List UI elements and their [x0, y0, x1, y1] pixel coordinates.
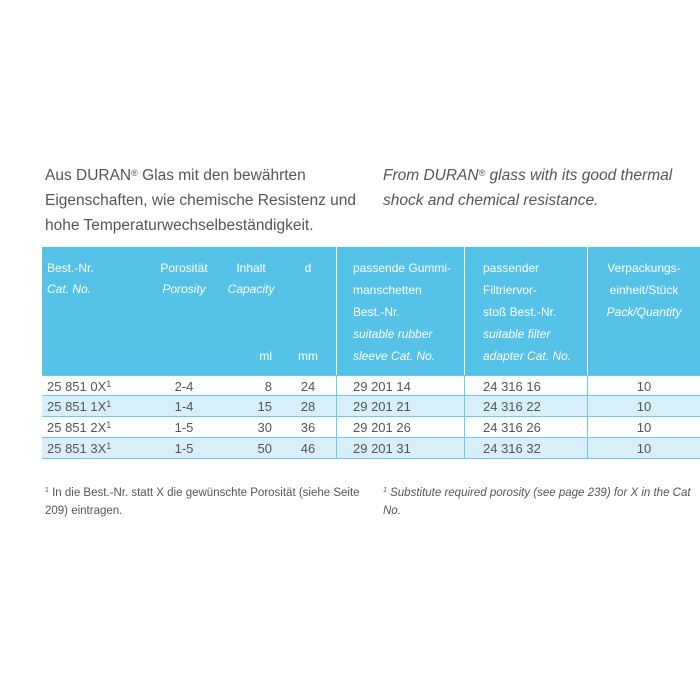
footnote-mark: 1	[45, 487, 49, 494]
cell-capacity: 50	[257, 441, 272, 456]
cell-cat-no: 25 851 $0X^1$	[47, 379, 112, 394]
cell-capacity: 30	[257, 420, 272, 435]
footnote-mark: 1	[106, 379, 112, 389]
intro-german: Aus DURAN® Glas mit den bewährten Eigenschaften, wie chemische Resistenz und hohe Temperaturwechselbeständigkeit.	[45, 167, 357, 234]
table-row	[42, 396, 700, 417]
cell-filter-adapter: 24 316 32	[464, 438, 587, 459]
cell-capacity: 15	[257, 399, 272, 414]
footnote-german: $^1$ In die Best.-Nr. statt X die gewünschte Porosität (siehe Seite 209) eintragen.	[45, 487, 360, 517]
header-capacity-unit: ml	[259, 349, 272, 363]
cell-d: 28	[300, 399, 316, 414]
header-porosity: Porosität Porosity	[160, 261, 208, 296]
cell-pack-quantity: 10	[587, 396, 700, 417]
cell-cat-no: 25 851 $3X^1$	[47, 441, 112, 456]
header-rubber-sleeve: passende Gummi- manschetten Best.-Nr. suitable rubber sleeve Cat. No.	[336, 247, 464, 375]
header-pack-quantity: Verpackungs- einheit/Stück Pack/Quantity	[587, 247, 700, 375]
table-header	[42, 247, 700, 375]
cell-porosity: 1-5	[174, 441, 194, 456]
footnote-mark: 1	[383, 487, 387, 494]
footnote-mark: 1	[106, 441, 112, 451]
header-capacity: Inhalt Capacity ml	[222, 247, 280, 375]
table-row	[42, 417, 700, 438]
cell-rubber-sleeve: 29 201 26	[336, 417, 464, 438]
footnote-mark: 1	[106, 420, 112, 430]
cell-d: 36	[300, 420, 316, 435]
cell-capacity: 8	[264, 379, 272, 394]
cell-cat-no: 25 851 $2X^1$	[47, 420, 112, 435]
cell-pack-quantity: 10	[587, 417, 700, 438]
cell-d: 46	[300, 441, 316, 456]
cell-filter-adapter: 24 316 22	[464, 396, 587, 417]
cell-porosity: 1-5	[174, 420, 194, 435]
table-row	[42, 375, 700, 396]
intro-english: From DURAN® glass with its good thermal shock and chemical resistance.	[383, 167, 673, 209]
cell-pack-quantity: 10	[587, 376, 700, 397]
header-d: d mm	[280, 247, 336, 375]
cell-porosity: 2-4	[174, 379, 194, 394]
header-filter-adapter: passender Filtriervor- stoß Best.-Nr. suitable filter adapter Cat. No.	[464, 247, 587, 375]
cell-filter-adapter: 24 316 26	[464, 417, 587, 438]
cell-filter-adapter: 24 316 16	[464, 376, 587, 397]
cell-cat-no: 25 851 $1X^1$	[47, 399, 112, 414]
registered-mark: ®	[478, 168, 486, 178]
cell-d: 24	[300, 379, 316, 394]
footnote-english: $^1$ Substitute required porosity (see page 239) for X in the Cat No.	[383, 487, 691, 517]
cell-rubber-sleeve: 29 201 14	[336, 376, 464, 397]
cell-porosity: 1-4	[174, 399, 194, 414]
registered-mark: ®	[131, 168, 138, 178]
footnote-mark: 1	[106, 399, 112, 409]
cell-rubber-sleeve: 29 201 21	[336, 396, 464, 417]
product-table	[42, 247, 700, 459]
table-row	[42, 438, 700, 459]
header-cat-no: Best.-Nr. Cat. No.	[47, 261, 94, 296]
cell-pack-quantity: 10	[587, 438, 700, 459]
cell-rubber-sleeve: 29 201 31	[336, 438, 464, 459]
header-d-unit: mm	[298, 349, 318, 363]
